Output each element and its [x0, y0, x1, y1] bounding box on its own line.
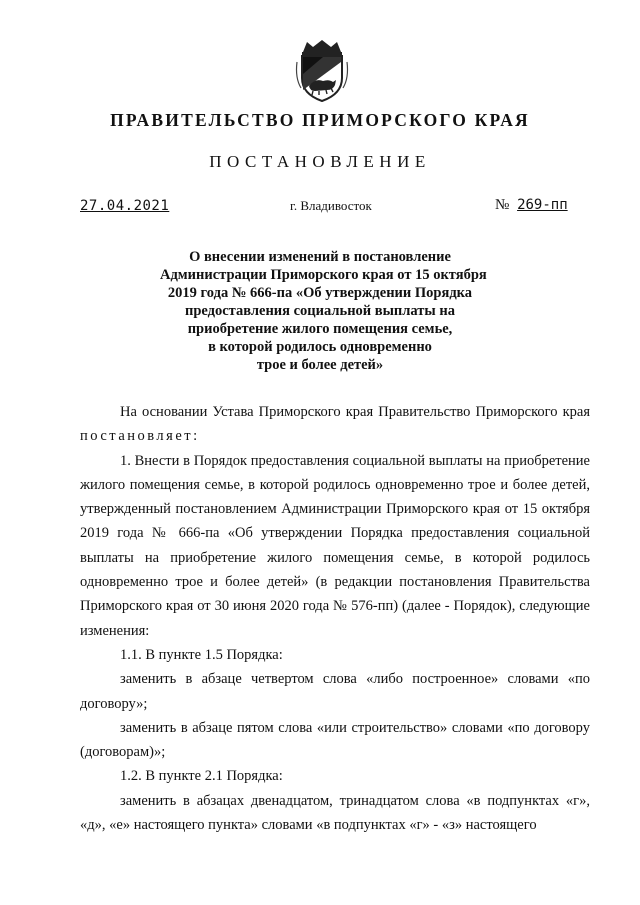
- item-1-1: 1.1. В пункте 1.5 Порядка:: [120, 646, 283, 663]
- document-date: 27.04.2021: [80, 198, 170, 214]
- intro-text: На основании Устава Приморского края Правительство Приморского края: [120, 404, 590, 420]
- number-sign: №: [495, 197, 510, 213]
- intro-verb: постановляет:: [80, 428, 200, 445]
- government-title: ПРАВИТЕЛЬСТВО ПРИМОРСКОГО КРАЯ: [110, 110, 530, 130]
- heading-line: в которой родилось одновременно: [208, 339, 432, 355]
- coat-of-arms-icon: [293, 38, 351, 104]
- item-1: 1. Внести в Порядок предоставления социальной выплаты на приобретение жилого помещения семье, в которой родилось одновременно трое и более детей, утвержденный постановлением Администрации Приморского края от 15 октября 2019 года № 666-па «Об утверждении Порядка предоставления социальной выплаты на приобретение жилого помещения семье, в которой родилось одновременно трое и более детей» (в редакции постановления Правительства Приморского края от 30 июня 2020 года № 576-пп) (далее - Порядок), следующие изменения:: [80, 452, 590, 639]
- heading-line: 2019 года № 666-па «Об утверждении Порядка: [167, 285, 473, 301]
- heading-line: приобретение жилого помещения семье,: [187, 321, 453, 337]
- document-body: [80, 400, 590, 837]
- heading-line: трое и более детей»: [256, 357, 384, 373]
- document-number: [495, 197, 588, 214]
- document-city: г. Владивосток: [290, 198, 372, 213]
- item-1-1-b: заменить в абзаце пятом слова «или строительство» словами «по договору (договорам)»;: [80, 719, 590, 761]
- item-1-2-a: заменить в абзацах двенадцатом, тринадцатом слова «в подпунктах «г», «д», «е» настоящего пункта» словами «в подпунктах «г» - «з» настоящего: [80, 792, 590, 834]
- heading-line: предоставления социальной выплаты на: [185, 303, 455, 319]
- item-1-2: 1.2. В пункте 2.1 Порядка:: [120, 768, 283, 785]
- intro-paragraph: [80, 400, 590, 449]
- number-value: 269-пп: [517, 197, 568, 213]
- heading-line: Администрации Приморского края от 15 октября: [160, 267, 487, 283]
- document-type: ПОСТАНОВЛЕНИЕ: [209, 152, 431, 171]
- item-1-1-a: заменить в абзаце четвертом слова «либо построенное» словами «по договору»;: [80, 671, 590, 712]
- document-heading: [160, 248, 487, 374]
- heading-line: О внесении изменений в постановление: [189, 249, 451, 265]
